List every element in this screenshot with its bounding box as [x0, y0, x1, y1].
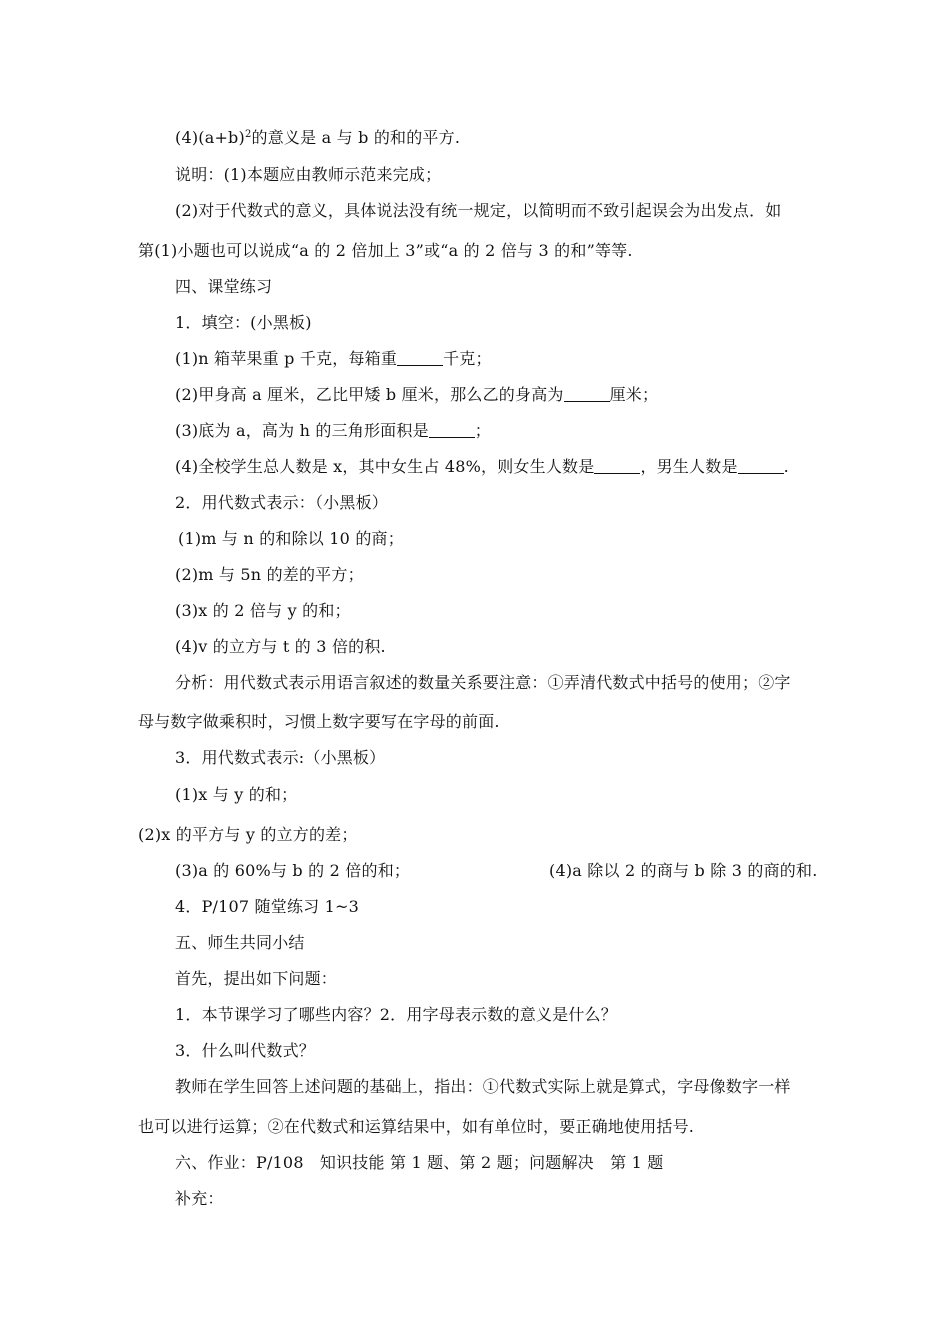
text-line: 首先，提出如下问题： [175, 969, 338, 988]
section-heading: 五、师生共同小结 [175, 933, 305, 952]
text-line: 说明：(1)本题应由教师示范来完成； [175, 165, 442, 184]
text-line: (3)x 的 2 倍与 y 的和； [175, 601, 351, 620]
text-line: 教师在学生回答上述问题的基础上，指出：①代数式实际上就是算式，字母像数字一样 [175, 1077, 791, 1096]
text-line: 分析：用代数式表示用语言叙述的数量关系要注意：①弄清代数式中括号的使用；②字 [175, 673, 791, 692]
exponent: 2 [244, 129, 252, 140]
text-line: (2)甲身高 a 厘米，乙比甲矮 b 厘米，那么乙的身高为 厘米； [175, 385, 659, 404]
text-line: (3)底为 a，高为 h 的三角形面积是 ； [175, 421, 491, 440]
text-line: 2．用代数式表示：（小黑板） [175, 493, 388, 512]
text-line: 3．用代数式表示:（小黑板） [175, 748, 386, 767]
fill-blank [429, 423, 475, 438]
text-line: (4)v 的立方与 t 的 3 倍的积. [175, 637, 386, 656]
text-line: 也可以进行运算；②在代数式和运算结果中，如有单位时，要正确地使用括号. [138, 1117, 695, 1136]
fill-blank [738, 459, 784, 474]
text-line: 第(1)小题也可以说成“a 的 2 倍加上 3”或“a 的 2 倍与 3 的和”等等. [138, 241, 633, 260]
text-line: (2)m 与 5n 的差的平方； [175, 565, 364, 584]
text-line: (1)x 与 y 的和； [175, 785, 298, 804]
text-line: (4)a 除以 2 的商与 b 除 3 的商的和. [549, 861, 818, 880]
text-line: $(4)(a+b)^2$的意义是 a 与 b 的和的平方. [175, 128, 461, 147]
text-line: (1)n 箱苹果重 p 千克，每箱重 千克； [175, 349, 492, 368]
fill-blank [564, 387, 610, 402]
text-line: 补充： [175, 1189, 224, 1208]
text-line: (3)a 的 60%与 b 的 2 倍的和； [175, 861, 411, 880]
section-heading: 四、课堂练习 [175, 277, 273, 296]
text-line: 1．填空：(小黑板) [175, 313, 312, 332]
text-line: (2)x 的平方与 y 的立方的差； [138, 825, 358, 844]
text-line: 母与数字做乘积时，习惯上数字要写在字母的前面. [138, 712, 500, 731]
text-line: 3．什么叫代数式？ [175, 1041, 315, 1060]
text-line: 1．本节课学习了哪些内容？2．用字母表示数的意义是什么？ [175, 1005, 617, 1024]
fill-blank [594, 459, 640, 474]
fill-blank [397, 351, 443, 366]
text-line: (4)全校学生总人数是 x，其中女生占 48%，则女生人数是 ，男生人数是 . [175, 457, 789, 476]
text-line: 4．P/107 随堂练习 1~3 [175, 897, 360, 916]
section-heading: 六、作业：P/108 知识技能 第 1 题、第 2 题；问题解决 第 1 题 [175, 1153, 664, 1172]
text-line: (1)m 与 n 的和除以 10 的商； [178, 529, 404, 548]
text-line: (2)对于代数式的意义，具体说法没有统一规定，以简明而不致引起误会为出发点．如 [175, 201, 782, 220]
